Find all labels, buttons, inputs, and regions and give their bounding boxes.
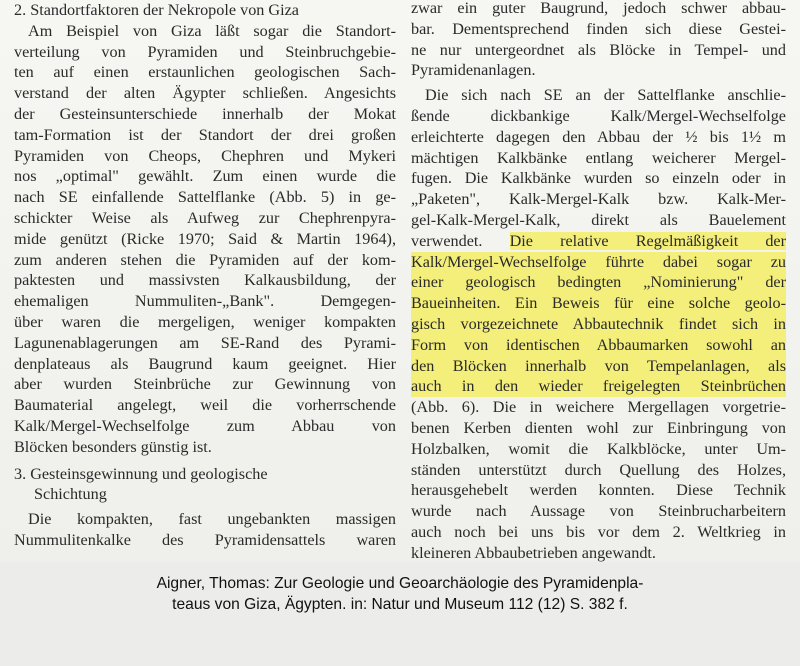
highlighted-text: Kalk/Mergel-Wechselfolge führte dabei sogar zu <box>411 252 786 271</box>
text-line: verstand der alten Ägypter schließen. Angesichts <box>14 84 396 103</box>
text-line: ständen unterstützt durch Quellung des Holzes, <box>411 460 786 479</box>
text-line: Baumaterial angelegt, weil die vorherrschende <box>14 396 396 415</box>
section-heading-3: 3. Gesteinsgewinnung und geologische <box>14 464 268 483</box>
section-heading-3-cont: Schichtung <box>34 485 107 504</box>
text-line: auch noch bei uns bis vor dem 2. Weltkrieg in <box>411 522 786 541</box>
text-line: Pyramiden von Cheops, Chephren und Mykeri <box>14 146 396 165</box>
text-line: (Abb. 6). Die in weichere Mergellagen vorgetrie- <box>411 398 786 417</box>
text-line: denplateaus als Baugrund kaum geeignet. Hier <box>14 354 396 373</box>
text-line: bar. Dementsprechend finden sich diese Gestei- <box>411 19 786 38</box>
text-line: ne nur untergeordnet als Blöcke in Tempel- und <box>411 40 786 59</box>
text-line: erleichterte dagegen den Abbau der ½ bis 1½ m <box>411 127 786 146</box>
text-line: Nummulitenkalke des Pyramidensattels waren <box>14 530 396 549</box>
text-line: nos „optimal" gewählt. Zum einen wurde die <box>14 167 396 186</box>
highlighted-text: Form von identischen Abbaumarken sowohl an <box>411 335 786 354</box>
highlighted-text: auch in den wieder freigelegten Steinbrüchen <box>411 377 786 396</box>
text-line: ßende dickbankige Kalk/Mergel-Wechselfolge <box>411 106 786 125</box>
text-line: wurde nach Aussage von Steinbrucharbeitern <box>411 502 786 521</box>
text-line-mixed <box>411 231 786 252</box>
text-line: Am Beispiel von Giza läßt sogar die Standort- <box>28 21 396 40</box>
text-line: nach SE einfallende Sattelflanke (Abb. 5) in ge- <box>14 188 396 207</box>
text-line: Pyramidenanlagen. <box>411 61 536 80</box>
caption-line-2: teaus von Giza, Ägypten. in: Natur und Museum 112 (12) S. 382 f. <box>172 595 628 613</box>
text-line: Kalk/Mergel-Wechselfolge zum Abbau von <box>14 416 396 435</box>
text-line: benen Kerben dienten wohl zur Einbringung von <box>411 418 786 437</box>
text-line: aber wurden Steinbrüche zur Gewinnung von <box>14 375 396 394</box>
citation-caption <box>0 574 800 615</box>
text-line: der Gesteinsunterschiede innerhalb der Mokat <box>14 104 396 123</box>
highlighted-text: einer geologisch bedingten „Nominierung" der <box>411 273 786 292</box>
highlighted-text: Baueinheiten. Ein Beweis für eine solche geolo- <box>411 294 786 313</box>
text-line: ehemaligen Nummuliten-„Bank". Demgegen- <box>14 292 396 311</box>
text-line: mide genützt (Ricke 1970; Said & Martin 1964), <box>14 229 396 248</box>
text-line: Lagunenablagerungen am SE-Rand des Pyrami- <box>14 333 396 352</box>
text-line: paktesten und massivsten Kalkausbildung, der <box>14 271 396 290</box>
text-line: „Paketen", Kalk-Mergel-Kalk bzw. Kalk-Mer- <box>411 190 786 209</box>
text-line: herausgehebelt werden konnten. Diese Technik <box>411 481 786 500</box>
text-line: verteilung von Pyramiden und Steinbruchgebie- <box>14 42 396 61</box>
highlighted-text: den Blöcken innerhalb von Tempelanlagen, als <box>411 356 786 375</box>
text-line: mächtigen Kalkbänke entlang weicherer Mergel- <box>411 148 786 167</box>
text-line: Holzbalken, womit die Kalkblöcke, unter Um- <box>411 439 786 458</box>
text-line: gel-Kalk-Mergel-Kalk, direkt als Bauelement <box>411 210 786 229</box>
text-segment: verwendet. <box>411 231 483 250</box>
left-column <box>14 0 396 551</box>
highlighted-text: Die relative Regelmäßigkeit der <box>509 231 786 250</box>
text-line: schickter Weise als Aufweg zur Chephrenpyra- <box>14 208 396 227</box>
right-column <box>411 0 786 564</box>
text-line: tam-Formation ist der Standort der drei großen <box>14 125 396 144</box>
text-line: zum anderen stehen die Pyramiden auf der kom- <box>14 250 396 269</box>
section-heading-2: 2. Standortfaktoren der Nekropole von Giza <box>14 1 299 19</box>
caption-line-1: Aigner, Thomas: Zur Geologie und Geoarchäologie des Pyramidenpla- <box>156 575 644 592</box>
text-line: zwar ein guter Baugrund, jedoch schwer abbau- <box>411 0 786 17</box>
text-line: Die kompakten, fast ungebankten massigen <box>28 510 396 529</box>
highlighted-text: gisch vorgezeichnete Abbautechnik findet sich in <box>411 314 786 333</box>
text-line: Die sich nach SE an der Sattelflanke anschlie- <box>425 86 786 105</box>
text-line: ten auf einen erstaunlichen geologischen Sach- <box>14 63 396 82</box>
text-line: fugen. Die Kalkbänke wurden so einzeln oder in <box>411 169 786 188</box>
text-line: über waren die mergeligen, weniger kompakten <box>14 312 396 331</box>
text-line: kleineren Abbaubetrieben angewandt. <box>411 543 656 562</box>
text-line: Blöcken besonders günstig ist. <box>14 437 212 456</box>
